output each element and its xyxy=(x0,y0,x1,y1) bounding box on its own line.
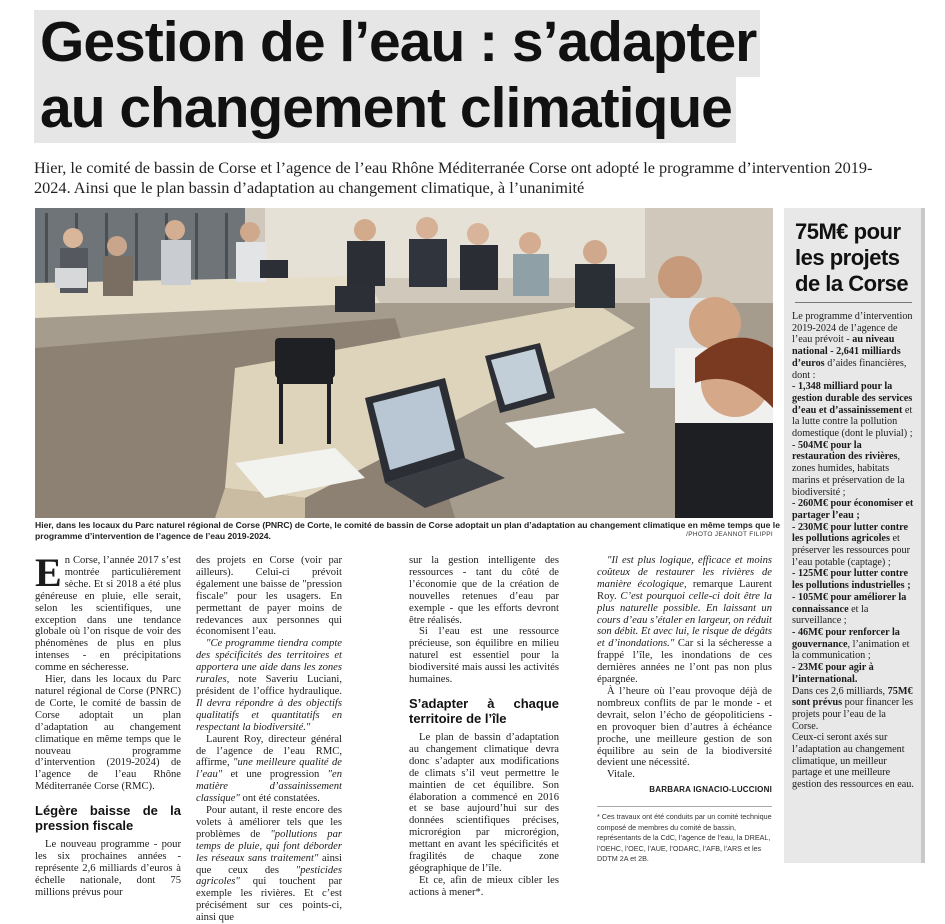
footnote: * Ces travaux ont été conduits par un comité technique composé de membres du comité de bassin, représentants de la CdC, l’agence de l’eau, la DREAL, l’OEHC, l’OEC, l’AUE, l’ODARC, l’AFB, l’ARS et les DDTM 2A et 2B. xyxy=(597,806,772,865)
text: qui touchent par exemple les rivières. Et c’est précisément sur ces points-ci, ainsi que xyxy=(196,876,342,924)
sidebar-paragraph xyxy=(792,686,914,733)
article-column-1 xyxy=(35,550,181,899)
text: ainsi que ceux des xyxy=(196,852,342,876)
text: note Saveriu Luciani, président de l’office hydraulique. xyxy=(196,674,342,697)
quote: Il devra répondre à des objectifs qualitatifs et quantitatifs en respectant la biodiversité." xyxy=(196,697,342,733)
sidebar-paragraph xyxy=(792,311,914,381)
text: Pour autant, il reste encore des volets à améliorer tels que les problèmes de xyxy=(196,805,342,840)
text: et la lutte contre la pollution domestique (dont le pluvial) ; xyxy=(792,404,913,440)
quote: "en matière d’assainissement classique" xyxy=(196,769,342,805)
sidebar-bullet xyxy=(792,522,914,569)
article-column-3 xyxy=(409,555,559,899)
drop-cap: E xyxy=(35,550,62,595)
article-paragraph: Et ce, afin de mieux cibler les actions à mener*. xyxy=(409,874,559,898)
article-column-4 xyxy=(597,555,772,865)
sidebar-shadow xyxy=(921,208,925,863)
sidebar-bullet xyxy=(792,498,914,521)
text: ont été constatées. xyxy=(239,793,320,805)
text: Laurent Roy, directeur général de l’agence de l’eau RMC, affirme, xyxy=(196,733,342,769)
sidebar-bullet xyxy=(792,662,914,685)
text: et une progression xyxy=(222,769,328,781)
article-paragraph xyxy=(196,805,342,924)
text: remarque Laurent Roy. xyxy=(597,578,772,602)
article-paragraph: des projets en Corse (voir par ailleurs). Celui-ci prévoit également une baisse de "pression fiscale" pour les usagers. En permettant de payer moins de redevances aux personnes qui économisent l’eau. xyxy=(196,555,342,638)
sidebar-bullet xyxy=(792,381,914,440)
article-paragraph xyxy=(196,734,342,805)
quote: "pollutions par temps de pluie, qui font déborder les réseaux sans traitement" xyxy=(196,828,342,864)
intertitle-fiscal: Légère baisse de la pression fiscale xyxy=(35,803,181,834)
text-bold: - 125M€ pour lutter contre les pollutions industrielles ; xyxy=(792,568,911,592)
intertitle-territoire: S’adapter à chaque territoire de l’île xyxy=(409,695,559,726)
headline-line-1: Gestion de l’eau : s’adapter xyxy=(34,10,760,77)
text-bold: au niveau national - 2,641 milliards d’euros xyxy=(792,334,901,369)
quote: C’est pourquoi celle-ci doit être la plus naturelle possible. En laissant un cours d’eau s’étaler en largeur, on réduit son débit. Et avec lui, le risque de dégâts et d’inondations." xyxy=(597,590,772,650)
sidebar-bullet xyxy=(792,568,914,591)
quote: "Il est plus logique, efficace et moins coûteux de restaurer les rivières de manière écologique, xyxy=(597,555,772,590)
sidebar-divider xyxy=(795,302,912,303)
text-bold: - 23M€ pour agir à l’international. xyxy=(792,662,874,685)
headline-line-2: au changement climatique xyxy=(34,76,736,143)
text: et la surveillance ; xyxy=(792,603,869,627)
quote: "pesticides agricoles" xyxy=(196,864,342,888)
article-paragraph xyxy=(597,555,772,686)
article-paragraph: Hier, dans les locaux du Parc naturel régional de Corse (PNRC) de Corte, le comité de bassin de Corse adoptait un plan d’adaptation au changement climatique en même temps que le nouveau programme d’intervention (2019-2024) de l’agence de l’eau Rhône Méditerranée Corse (RMC). xyxy=(35,674,181,793)
article-paragraph: Si l’eau est une ressource précieuse, son équilibre en milieu naturel est essentiel pour la biodiversité mais aussi les activités humaines. xyxy=(409,626,559,686)
text-bold: - 504M€ pour la restauration des rivières xyxy=(792,439,898,463)
text: , zones humides, habitats marins et préservation de la biodiversité ; xyxy=(792,451,905,498)
text: et préserver les ressources pour l’eau potable (captage) ; xyxy=(792,533,910,568)
meeting-photo xyxy=(35,208,773,518)
text: Car si la sécheresse a frappé l’île, les inondations de ces dernières années ne l’ont pas non plus épargnée. xyxy=(597,638,772,686)
meeting-photo-illustration xyxy=(35,208,773,518)
quote: "une meilleure qualité de l’eau" xyxy=(196,757,342,781)
text-bold: - 230M€ pour lutter contre les pollutions agricoles xyxy=(792,521,909,545)
author-signature: BARBARA IGNACIO-LUCCIONI xyxy=(649,785,772,795)
text: , l’animation et la communication ; xyxy=(792,638,910,662)
sidebar-text xyxy=(792,311,914,791)
text-bold: - 105M€ pour améliorer la connaissance xyxy=(792,591,907,615)
text: pour financer les projets pour l’eau de la Corse. xyxy=(792,697,914,732)
article-column-2 xyxy=(196,555,342,924)
text: Le programme d’intervention 2019-2024 de l’agence de l’eau prévoit - xyxy=(792,311,913,346)
text-bold: 75M€ sont prévus xyxy=(792,685,913,709)
subheadline: Hier, le comité de bassin de Corse et l’agence de l’eau Rhône Méditerranée Corse ont adopté le programme d’intervention 2019-2024. Ainsi que le plan bassin d’adaptation au changement climatique, à l’unanimité xyxy=(34,158,873,197)
text: Dans ces 2,6 milliards, xyxy=(792,685,888,697)
article-paragraph: Le nouveau programme - pour les six prochaines années - représente 2,6 milliards d’euros à échelle nationale, dont 75 millions prévus pour xyxy=(35,839,181,898)
text: d’aides financières, dont : xyxy=(792,357,907,381)
article-paragraph xyxy=(196,638,342,733)
text-bold: - 260M€ pour économiser et partager l’eau ; xyxy=(792,498,914,521)
sidebar-title: 75M€ pour les projets de la Corse xyxy=(795,219,909,296)
sidebar-bullet xyxy=(792,440,914,499)
photo-caption: Hier, dans les locaux du Parc naturel régional de Corse (PNRC) de Corte, le comité de bassin de Corse adoptait un plan d’adaptation au changement climatique en même temps que le programme d’intervention de l’agence de l’eau 2019-2024. xyxy=(35,520,780,541)
sidebar-paragraph: Ceux-ci seront axés sur l’adaptation au changement climatique, un meilleur partage et une meilleure gestion des ressources en eau. xyxy=(792,732,914,791)
photo-credit: /PHOTO JEANNOT FILIPPI xyxy=(686,531,773,538)
article-paragraph: sur la gestion intelligente des ressources - tant du côté de l’économie que de la création de nouvelles retenues d’eau par exemple - que les efforts devront être réalisés. xyxy=(409,555,559,626)
sidebar-bullet xyxy=(792,627,914,662)
article-paragraph: n Corse, l’année 2017 s’est montrée particulièrement sèche. Et si 2018 a été plus généreuse en pluie, elle serait, selon les scientifiques, une exception dans une tendance globale où l’on risque de voir des phénomènes de plus en plus intenses - en précipitations comme en sécheresse. xyxy=(35,555,181,674)
article-paragraph: Vitale. xyxy=(607,769,635,781)
article-paragraph: Le plan de bassin d’adaptation au changement climatique devra donc s’adapter aux modifications de climats s’il veut permettre le maintien de cet équilibre. Son élaboration a commencé en 2016 et se base aujourd’hui sur des données scientifiques précises, microrégion par microrégion, mettant en avant les spécificités et fragilités de chaque zone géographique de l’île. xyxy=(409,731,559,874)
text-bold: - 46M€ pour renforcer la gouvernance xyxy=(792,626,900,650)
quote: "Ce programme tiendra compte des spécificités des territoires et apportera une aide dans les zones rurales, xyxy=(196,638,342,686)
sidebar-bullet xyxy=(792,592,914,627)
article-paragraph: À l’heure où l’eau provoque déjà de nombreux conflits de par le monde - et devrait, selon l’écho de géopoliticiens - en provoquer bien d’autres à échéance proche, une meilleure gestion de son équilibre au sein de la biodiversité devient une nécessité. xyxy=(597,685,772,769)
text-bold: - 1,348 milliard pour la gestion durable des services d’eau et d’assainissement xyxy=(792,381,913,416)
